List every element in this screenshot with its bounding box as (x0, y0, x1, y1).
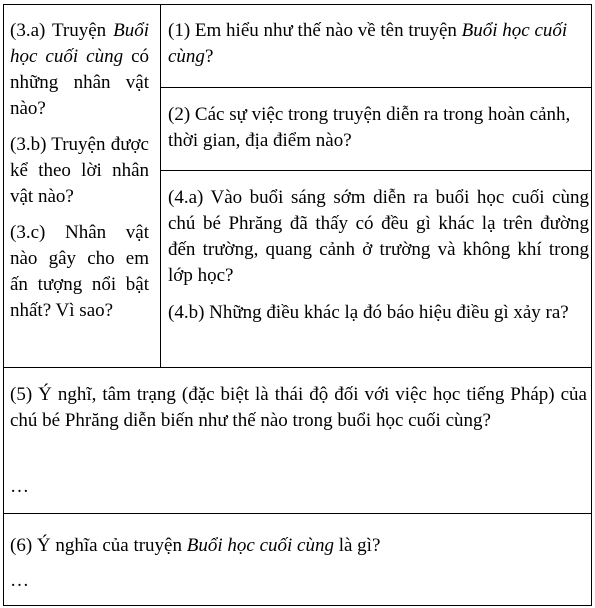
row-divider-q2-q4 (160, 170, 592, 171)
row-divider-q1-q2 (160, 87, 592, 88)
question-6 (10, 533, 587, 559)
question-4a: (4.a) Vào buổi sáng sớm diễn ra buổi học cuối cùng chú bé Phrăng đã thấy có đều gì khác lạ trên đường đến trường, quang cảnh ở trường và không khí trong lớp học? (168, 187, 589, 286)
question-3a (10, 18, 149, 122)
question-6-ellipsis: … (10, 570, 29, 591)
row-divider-q5-q6 (3, 513, 592, 514)
question-3a-text-before: Truyện (51, 20, 114, 41)
question-1 (168, 18, 589, 70)
column-divider (160, 4, 161, 367)
story-title: Buổi học cuối cùng (168, 20, 568, 67)
question-1-text-before: (1) Em hiểu như thế nào về tên truyện (168, 20, 462, 41)
question-1-text-after: ? (204, 46, 214, 67)
story-title: Buổi học cuối cùng (186, 535, 334, 556)
question-6-text-after: là gì? (333, 535, 381, 556)
question-5-ellipsis: … (10, 476, 29, 497)
question-2: (2) Các sự việc trong truyện diễn ra trong hoàn cảnh, thời gian, địa điểm nào? (168, 104, 571, 151)
question-3a-text-after: có những nhân vật nào? (10, 46, 150, 119)
story-title: Buổi học cuối cùng (10, 20, 149, 67)
question-3c: (3.c) Nhân vật nào gây cho em ấn tượng nổi bật nhất? Vì sao? (10, 222, 149, 321)
question-5: (5) Ý nghĩ, tâm trạng (đặc biệt là thái độ đối với việc học tiếng Pháp) của chú bé Phrăng diễn biến như thế nào trong buổi học cuối cùng? (10, 384, 587, 431)
question-3b: (3.b) Truyện được kể theo lời nhân vật nào? (10, 134, 149, 207)
question-3a-label: (3.a) (10, 20, 46, 41)
question-6-text-before: (6) Ý nghĩa của truyện (10, 535, 187, 556)
question-4b: (4.b) Những điều khác lạ đó báo hiệu điều gì xảy ra? (168, 302, 569, 323)
row-divider-top-q5 (3, 367, 592, 368)
